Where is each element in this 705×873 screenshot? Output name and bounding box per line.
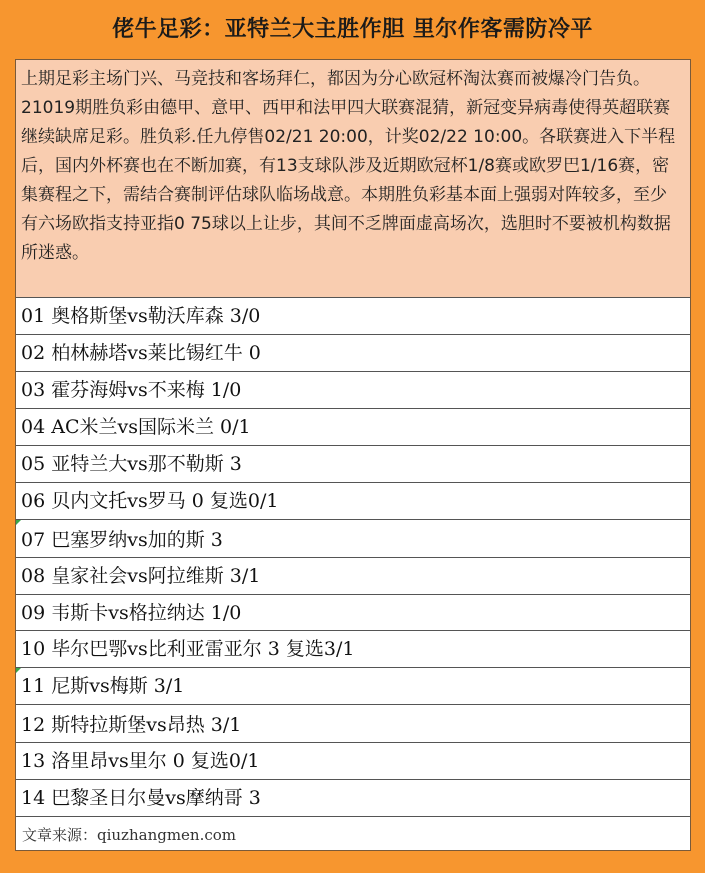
- match-row-05: 05 亚特兰大vs那不勒斯 3: [16, 446, 690, 483]
- intro-paragraph: 上期足彩主场门兴、马竞技和客场拜仁，都因为分心欧冠杯淘汰赛而被爆冷门告负。21019期胜负彩由德甲、意甲、西甲和法甲四大联赛混猜，新冠变异病毒使得英超联赛继续缺席足彩。胜负彩.任九停售02/21 20:00，计奖02/22 10:00。各联赛进入下半程后，国内外杯赛也在不断加赛，有13支球队涉及近期欧冠杯1/8赛或欧罗巴1/16赛，密集赛程之下，需结合赛制评估球队临场战意。本期胜负彩基本面上强弱对阵较多，至少有六场欧指支持亚指0 75球以上让步，其间不乏牌面虚高场次，选胆时不要被机构数据所迷惑。: [16, 60, 690, 298]
- match-row-04: 04 AC米兰vs国际米兰 0/1: [16, 409, 690, 446]
- match-row-11-text: 11 尼斯vs梅斯 3/1: [21, 675, 185, 697]
- match-row-01: 01 奥格斯堡vs勒沃库森 3/0: [16, 298, 690, 335]
- match-row-08: 08 皇家社会vs阿拉维斯 3/1: [16, 558, 690, 595]
- match-row-02: 02 柏林赫塔vs莱比锡红牛 0: [16, 335, 690, 372]
- match-row-10: 10 毕尔巴鄂vs比利亚雷亚尔 3 复选3/1: [16, 631, 690, 668]
- page-title: 佬牛足彩：亚特兰大主胜作胆 里尔作客需防冷平: [112, 17, 593, 42]
- match-row-06: 06 贝内文托vs罗马 0 复选0/1: [16, 483, 690, 520]
- match-row-12: 12 斯特拉斯堡vs昂热 3/1: [16, 705, 690, 743]
- match-row-07: [16, 520, 690, 558]
- match-row-11: [16, 668, 690, 705]
- source-credit: 文章来源：qiuzhangmen.com: [22, 826, 237, 844]
- match-row-03: 03 霍芬海姆vs不来梅 1/0: [16, 372, 690, 409]
- article-panel: [15, 59, 691, 851]
- corner-marker: [16, 668, 21, 673]
- match-row-14: 14 巴黎圣日尔曼vs摩纳哥 3: [16, 780, 690, 817]
- corner-marker: [16, 520, 21, 525]
- match-row-13: 13 洛里昂vs里尔 0 复选0/1: [16, 743, 690, 780]
- match-row-07-text: 07 巴塞罗纳vs加的斯 3: [21, 529, 223, 551]
- match-row-09: 09 韦斯卡vs格拉纳达 1/0: [16, 595, 690, 631]
